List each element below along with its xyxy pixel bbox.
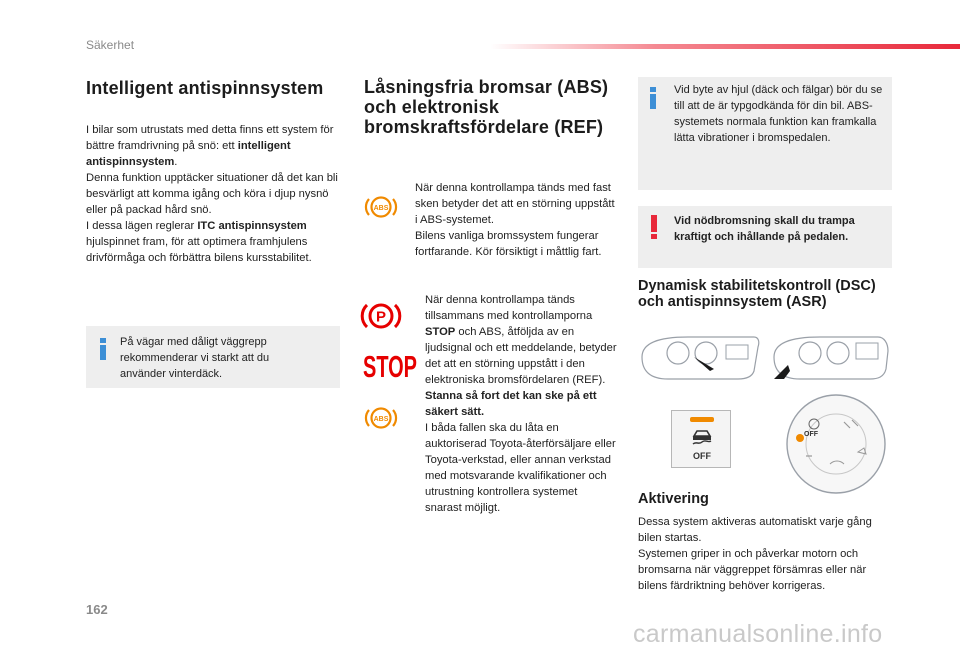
abs-p1: När denna kontrollampa tänds med fast sken betyder det att en störning uppstått i ABS-systemet. [415,182,615,226]
wheel-change-info-text: Vid byte av hjul (däck och fälgar) bör du se till att de är typgodkända för din bil. ABS-systemets normala funktion kan framkalla lätta vibrationer i bromspedalen. [674,84,883,144]
dashboard-illustration [638,333,892,385]
header-accent-bar [490,44,960,49]
brake-lamp-label: P [375,308,387,326]
ref-p1-text: När denna kontrollampa tänds tillsammans med kontrollamporna [425,294,593,322]
abs-p2: Bilens vanliga bromssystem fungerar fortfarande. Kör försiktigt i måttlig fart. [415,230,602,258]
ref-stop-warning: Stanna så fort det kan ske på ett säkert sätt. [425,390,597,418]
activation-title: Aktivering [638,491,709,507]
stop-warning-lamp-icon [362,349,418,384]
itc-p1-text: I bilar som utrustats med detta finns ett system för bättre framdrivning på snö: ett [86,124,334,152]
itc-title: Intelligent antispinnsystem [86,78,324,98]
itc-description [86,122,344,266]
activation-description [638,514,896,594]
stop-lamp-label: STOP [363,349,417,384]
activation-p1: Dessa system aktiveras automatiskt varje gång bilen startas. [638,516,872,544]
abs-warning-lamp-icon [364,194,398,220]
emergency-braking-warning-box [638,206,892,268]
itc-p1-bold: intelligent antispinnsystem [86,140,291,168]
ref-p1-bold: STOP [425,326,456,338]
abs-lamp-description [415,180,615,260]
drive-mode-dial-illustration [784,392,888,496]
brake-warning-lamp-icon [362,300,400,332]
winter-tyre-info-box [86,326,340,388]
esp-off-button-illustration [671,410,731,468]
abs-warning-lamp-icon-2 [364,405,398,431]
warning-exclamation-icon [650,215,658,239]
section-label: Säkerhet [86,38,135,52]
abs-title: Låsningsfria bromsar (ABS) och elektronisk bromskraftsfördelare (REF) [364,77,609,137]
abs-lamp-label-2: ABS [373,416,389,423]
dial-indicator [796,434,804,442]
itc-p3-text: I dessa lägen reglerar [86,220,198,232]
dial-off-label: OFF [804,431,818,438]
dsc-title: Dynamisk stabilitetskontroll (DSC) och antispinnsystem (ASR) [638,278,876,310]
itc-p3-bold: ITC antispinnsystem [197,220,307,232]
ref-p1-end: och ABS, åtföljda av en ljudsignal och ett meddelande, betyder det att en störning uppstått i den elektroniska bromsfördelaren (REF). [425,326,617,386]
activation-p2: Systemen griper in och påverkar motorn och bromsarna när väggreppet försämras eller när bilens färdriktning behöver korrigeras. [638,548,867,592]
off-button-label: OFF [693,451,711,461]
info-icon [98,338,108,360]
itc-p3-end: hjulspinnet fram, för att optimera framhjulens drivförmåga och förbättra bilens kursstabilitet. [86,236,312,264]
abs-lamp-label: ABS [373,205,389,212]
watermark: carmanualsonline.info [633,620,883,648]
emergency-braking-warning-text: Vid nödbromsning skall du trampa kraftigt och ihållande på pedalen. [674,215,855,243]
wheel-change-info-box [638,77,892,190]
ref-p3: I båda fallen ska du låta en auktoriserad Toyota-återförsäljare eller Toyota-verkstad, eller annan verkstad med motsvarande kvalifikationer och utrustning kontrollera systemet snarast möjligt. [425,422,616,514]
button-indicator-led [690,417,714,422]
itc-p2: Denna funktion upptäcker situationer då det kan bli besvärligt att komma igång och köra i djup nysnö eller på packad hård snö. [86,172,338,216]
page-number: 162 [86,602,108,617]
ref-description [425,292,617,516]
itc-p1-end: . [174,156,178,168]
winter-tyre-info-text: På vägar med dåligt väggrepp rekommenderar vi starkt att du använder vinterdäck. [120,336,270,380]
skid-car-icon [690,428,714,446]
info-icon [648,87,658,109]
